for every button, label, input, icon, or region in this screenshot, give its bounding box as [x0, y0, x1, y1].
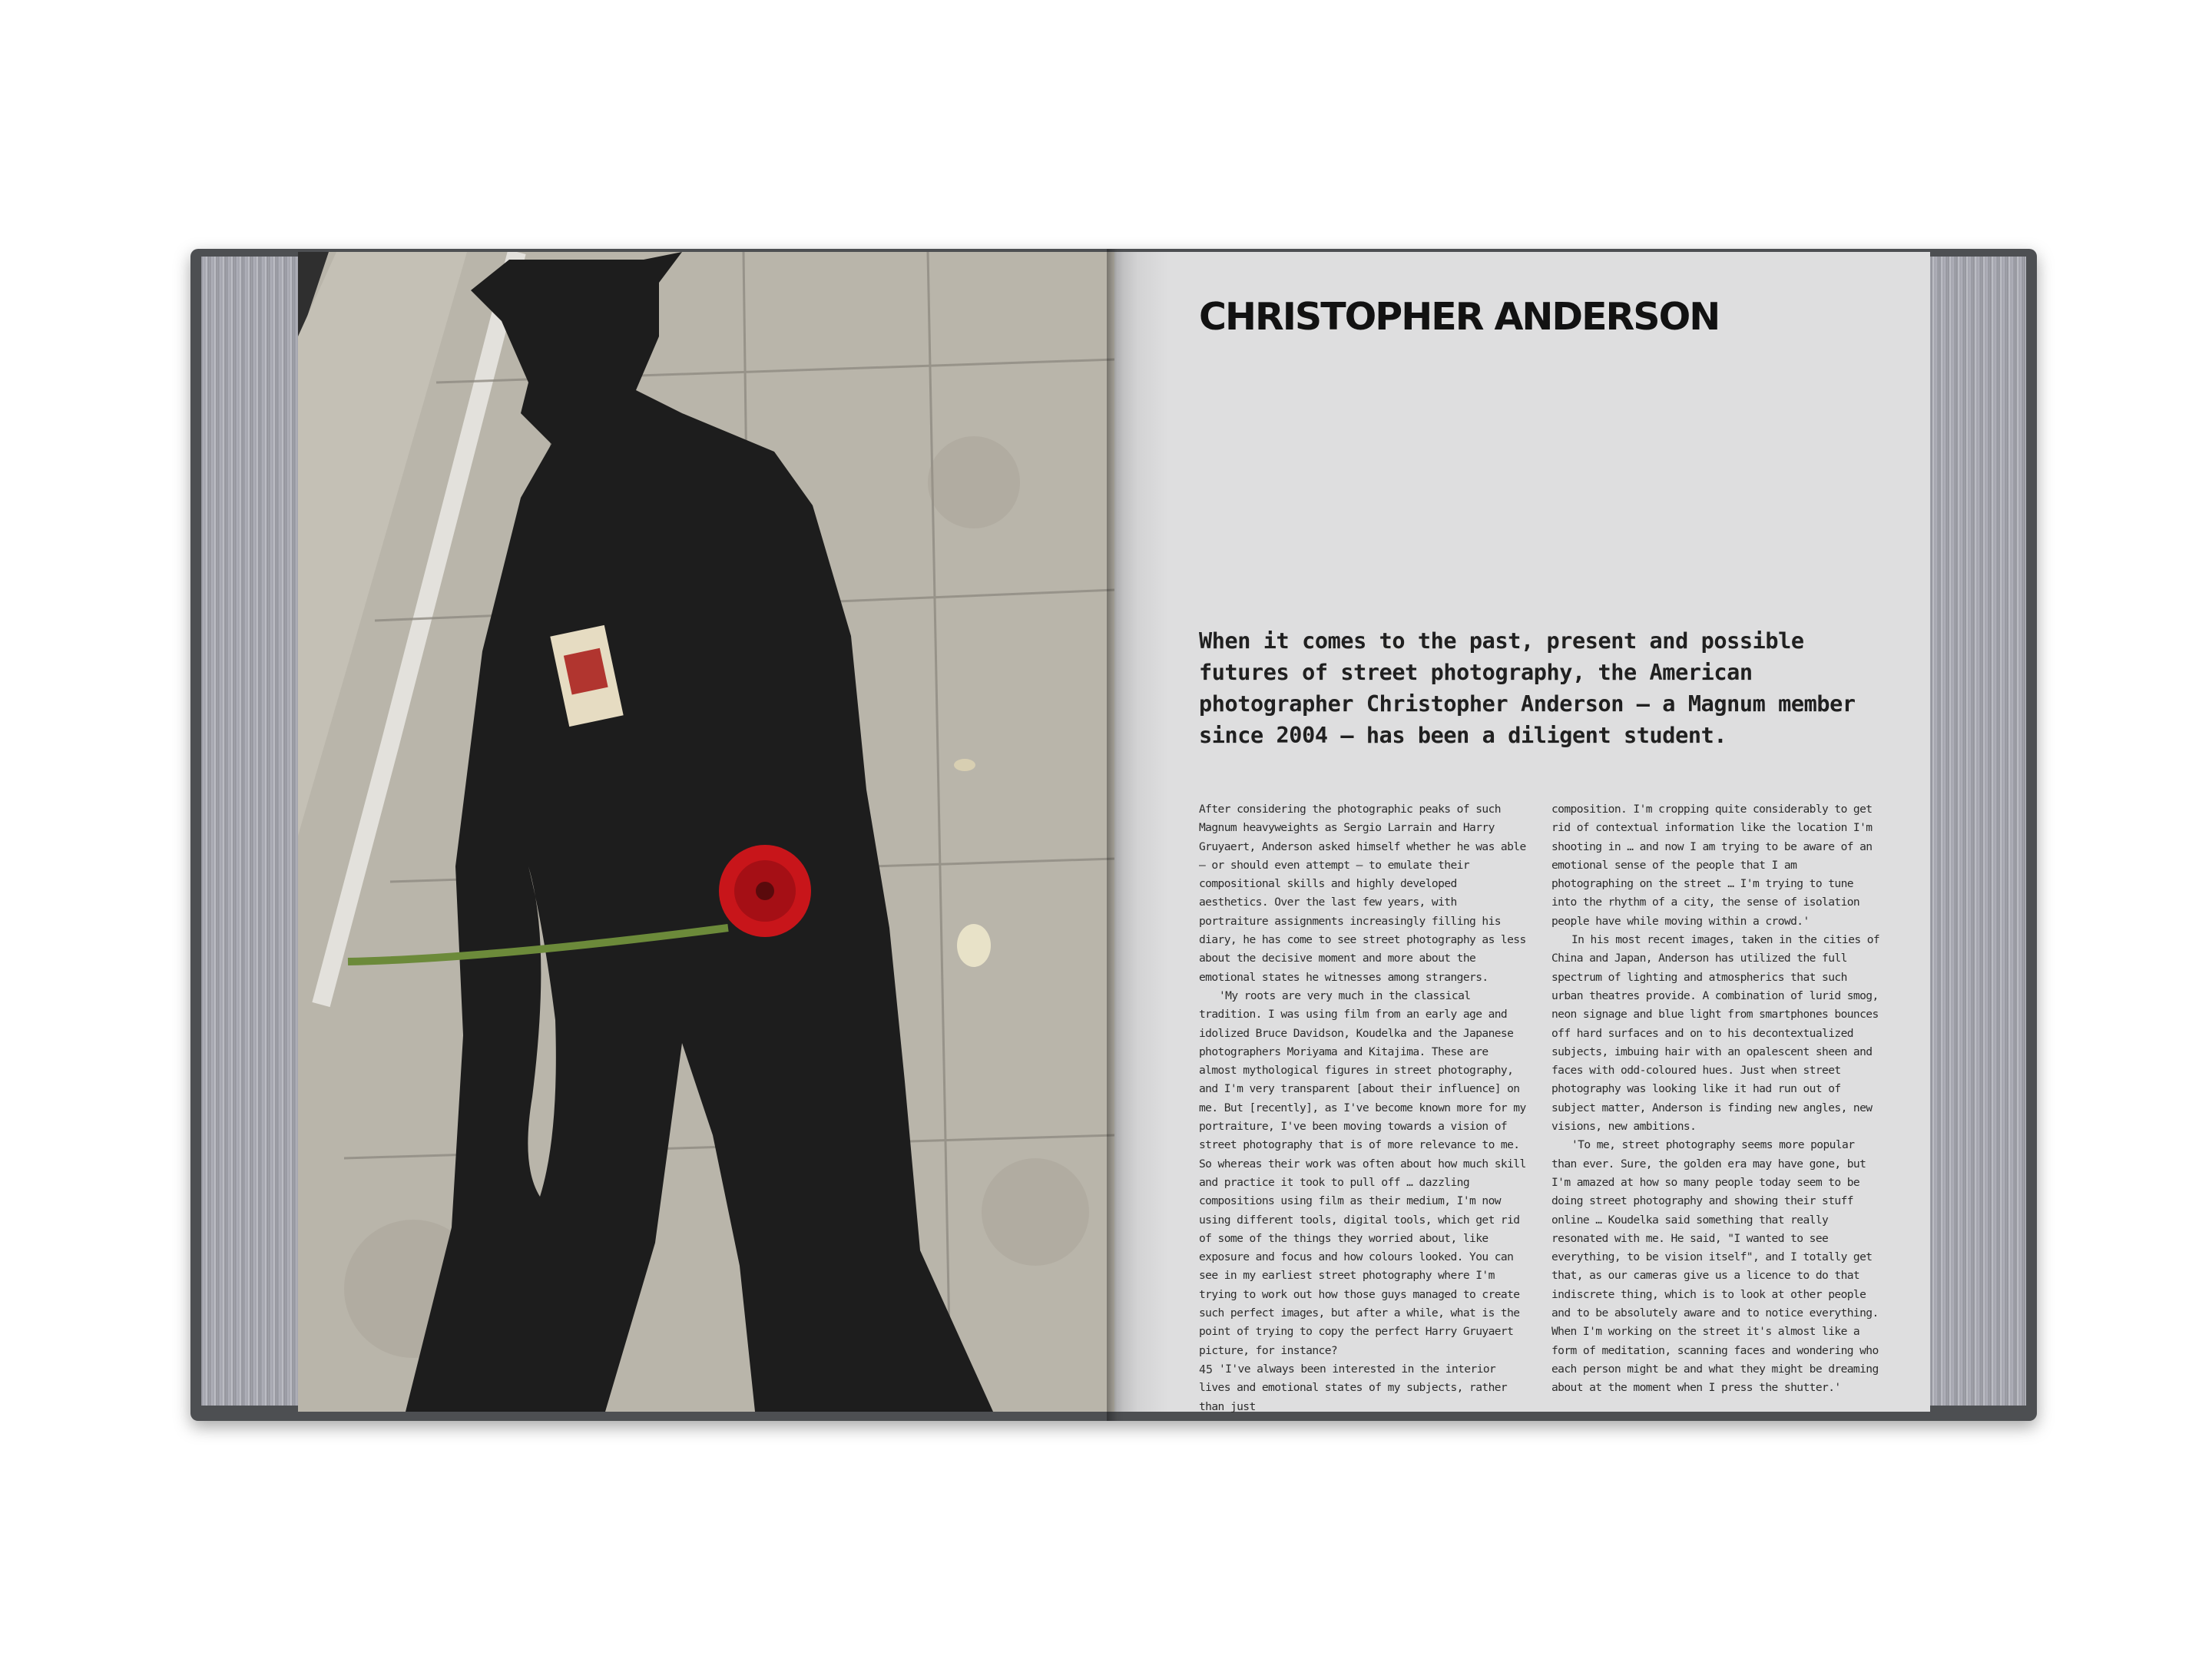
body-paragraph: 'To me, street photography seems more popular than ever. Sure, the golden era may have gone, but I'm amazed at how so many people today seem to be doing street photography and showing their stuff online … Koudelka said something that really resonated with me. He said, "I wanted to see everything, to be vision itself", and I totally get that, as our cameras give us a licence to do that indiscrete thing, which is to look at other people and to be absolutely aware and to notice everything. When I'm working on the street it's almost like a form of meditation, scanning faces and wondering who each person might be and what they might be dreaming about at the moment when I press the shutter.' [1551, 1138, 1879, 1395]
text-page [1114, 252, 1930, 1412]
article-title: CHRISTOPHER ANDERSON [1199, 295, 1720, 339]
body-column-1 [1199, 800, 1529, 1416]
book-gutter [1107, 249, 1124, 1421]
body-paragraph: composition. I'm cropping quite considerably to get rid of contextual information like the location I'm shooting in … and now I am trying to be aware of an emotional sense of the people that I am photographing on the street … I'm trying to tune into the rhythm of a city, the sense of isolation people have while moving within a crowd.' [1551, 803, 1873, 928]
page-edges-left [201, 257, 306, 1406]
photo-page [298, 252, 1114, 1412]
body-paragraph: In his most recent images, taken in the cities of China and Japan, Anderson has utilized the full spectrum of lighting and atmospherics that such urban theatres provide. A combination of lurid smog, neon signage and blue light from smartphones bounces off hard surfaces and on to his decontextualized subjects, imbuing hair with an opalescent sheen and faces with odd-coloured hues. Just when street photography was looking like it had run out of subject matter, Anderson is finding new angles, new visions, new ambitions. [1551, 933, 1880, 1134]
page-edges-right [1922, 257, 2026, 1406]
body-paragraph: 'I've always been interested in the interior lives and emotional states of my subjects, rather than just [1199, 1362, 1508, 1413]
body-paragraph: After considering the photographic peaks of such Magnum heavyweights as Sergio Larrain and Harry Gruyaert, Anderson asked himself whether he was able – or should even attempt – to emulate their compositional skills and highly developed aesthetics. Over the last few years, with portraiture assignments increasingly filling his diary, he has come to see street photography as less about the decisive moment and more about the emotional states he witnesses among strangers. [1199, 803, 1526, 984]
page-number: 45 [1199, 1363, 1214, 1376]
body-column-2 [1551, 800, 1882, 1398]
open-book [190, 249, 2037, 1421]
body-paragraph: 'My roots are very much in the classical tradition. I was using film from an early age and idolized Bruce Davidson, Koudelka and the Japanese photographers Moriyama and Kitajima. These are almost mythological figures in street photography, and I'm very transparent [about their influence] on me. But [recently], as I've become known more for my portraiture, I've been moving towards a vision of street photography that is of more relevance to me. So whereas their work was often about how much skill and practice it took to pull off … dazzling compositions using film as their medium, I'm now using different tools, digital tools, which get rid of some of the things they worried about, like exposure and focus and how colours looked. You can see in my earliest street photography where I'm trying to work out how those guys managed to create such perfect images, but after a while, what is the point of trying to copy the perfect Harry Gruyaert picture, for instance? [1199, 988, 1526, 1357]
street-shadow-photo [298, 252, 1114, 1412]
article-standfirst: When it comes to the past, present and possible futures of street photography, the American photographer Christopher Anderson – a Magnum member since 2004 – has been a diligent student. [1199, 628, 1856, 748]
